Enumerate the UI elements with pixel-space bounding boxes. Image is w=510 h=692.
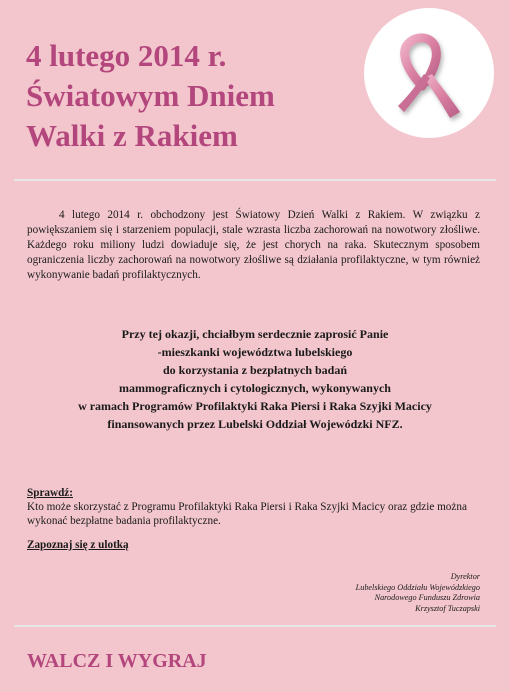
pink-ribbon-icon	[364, 8, 494, 138]
signature-line: Krzysztof Tuczapski	[415, 603, 480, 613]
signature-block	[300, 572, 480, 614]
title-line-3: Walki z Rakiem	[26, 118, 238, 153]
invitation-line: Przy tej okazji, chciałbym serdecznie zaprosić Panie	[121, 327, 389, 341]
invitation-line: mammograficznych i cytologicznych, wykonywanych	[119, 381, 391, 395]
divider-bottom	[14, 625, 496, 627]
invitation-line: w ramach Programów Profilaktyki Raka Piersi i Raka Szyjki Macicy	[78, 399, 432, 413]
signature-line: Narodowego Funduszu Zdrowia	[374, 593, 480, 602]
invitation-line: -mieszkanki województwa lubelskiego	[157, 345, 353, 359]
intro-paragraph: 4 lutego 2014 r. obchodzony jest Światowy Dzień Walki z Rakiem. W związku z powiększaniem się i starzeniem populacji, stale wzrasta liczba zachorowań na nowotwory złośliwe. Każdego roku miliony ludzi dowiaduje się, że jest chorych na raka. Skutecznym sposobem ograniczenia liczby zachorowań na nowotwory złośliwe są działania profilaktyczne, w tym również wykonywanie badań profilaktycznych.	[27, 209, 480, 281]
invitation-block	[30, 325, 480, 433]
title-line-2: Światowym Dniem	[26, 78, 275, 113]
slogan: WALCZ I WYGRAJ	[27, 650, 207, 672]
check-text: Kto może skorzystać z Programu Profilaktyki Raka Piersi i Raka Szyjki Macicy oraz gdzie można wykonać bezpłatne badania profilaktyczne.	[27, 501, 467, 527]
ribbon-badge	[364, 8, 494, 138]
invitation-line: do korzystania z bezpłatnych badań	[162, 363, 348, 377]
signature-line: Dyrektor	[450, 572, 480, 581]
invitation-line: finansowanych przez Lubelski Oddział Wojewódzki NFZ.	[107, 417, 403, 431]
signature-line: Lubelskiego Oddziału Wojewódzkiego	[355, 582, 480, 592]
leaflet-link[interactable]: Zapoznaj się z ulotką	[27, 539, 129, 551]
page-title	[26, 36, 356, 156]
check-heading: Sprawdź:	[27, 487, 73, 499]
title-line-1: 4 lutego 2014 r.	[26, 38, 227, 73]
divider-top	[14, 179, 496, 181]
